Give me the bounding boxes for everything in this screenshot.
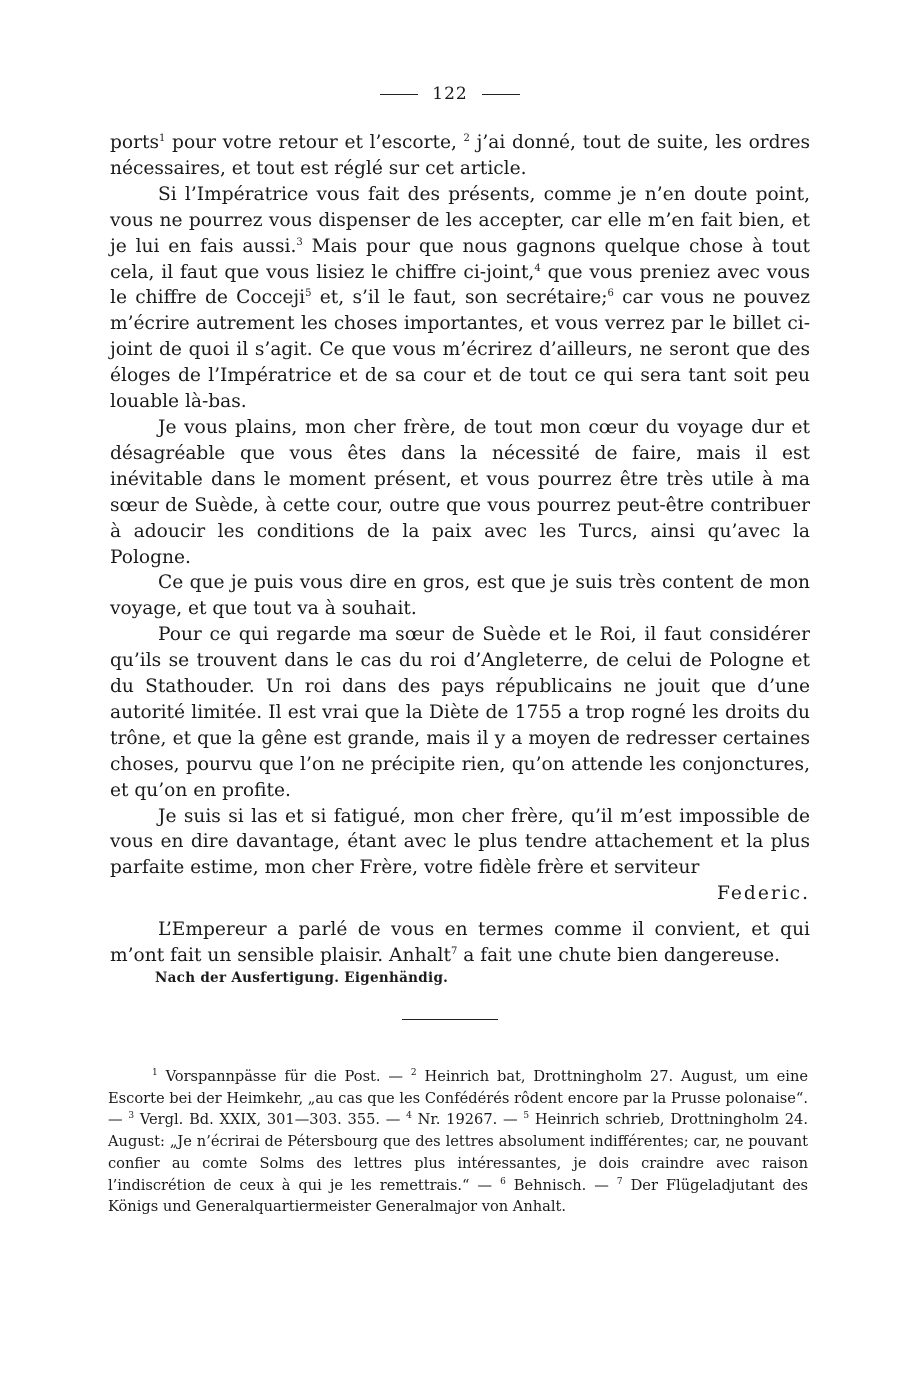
footnote-ref-7: 7 xyxy=(450,946,458,958)
footnotes xyxy=(108,1066,808,1218)
footnote-divider xyxy=(402,1019,498,1020)
paragraph-3: Je vous plains, mon cher frère, de tout mon cœur du voyage dur et désagréable que vous êtes dans la nécessité de faire, mais il est inévitable dans le moment présent, et vous pourrez être très utile à ma sœur de Suède, à cette cour, outre que vous pourrez peut-être contribuer à adoucir les conditions de la paix avec les Turcs, ainsi qu’avec la Pologne. xyxy=(110,416,810,568)
footnote-marker-7: 7 xyxy=(616,1176,623,1187)
paragraph-postscript: L’Empereur a parlé de vous en termes comme il convient, et qui m’ont fait un sensible plaisir. Anhalt$^7$ a fait une chute bien dangereuse. xyxy=(110,919,810,967)
footnote-ref-2: 2 xyxy=(463,133,470,144)
page-header xyxy=(0,84,900,104)
footnote-marker-1: 1 xyxy=(152,1068,158,1078)
footnote-ref-3: 3 xyxy=(296,236,303,248)
paragraph-5: Pour ce qui regarde ma sœur de Suède et le Roi, il faut considérer qu’ils se trouvent dans le cas du roi d’Angleterre, de celui de Pologne et du Stathouder. Un roi dans des pays républicains ne jouit que d’une autorité limitée. Il est vrai que la Diète de 1755 a trop rogné les droits du trône, et que la gêne est grande, mais il y a moyen de redresser certaines choses, pourvu que l’on ne précipite rien, qu’on attende les conjonctures, et qu’on en profite. xyxy=(110,624,810,801)
page-number: 122 xyxy=(432,84,468,104)
header-rule-right xyxy=(482,94,520,95)
header-rule-left xyxy=(380,94,418,95)
footnote-block: $^1$ Vorspannpässe für die Post. — $^2$ Heinrich bat, Drottningholm 27. August, um eine Escorte bei der Heimkehr, „au cas que les Confédérés rôdent encore par la Prusse polonaise“. — $^3$ Vergl. Bd. XXIX, 301—303. 355. — $^4$ Nr. 19267. — $^5$ Heinrich schrieb, Drottningholm 24. August: „Je n’écrirai de Pétersbourg que des lettres absolument indifférentes; car, ne pouvant confier au comte Solms des lettres plus intéressantes, je dois craindre avec raison l’indiscrétion de ceux à qui je les remettrais.“ — $^6$ Behnisch. — $^7$ Der Flügeladjutant des Königs und Generalquartiermeister Generalmajor von Anhalt. xyxy=(108,1068,808,1216)
footnote-marker-4: 4 xyxy=(406,1111,412,1122)
paragraph-1: ports$^1$ pour votre retour et l’escorte, $^2$ j’ai donné, tout de suite, les ordres nécessaires, et tout est réglé sur cet article. xyxy=(110,132,810,179)
footnote-ref-1: 1 xyxy=(159,133,166,144)
footnote-ref-5: 5 xyxy=(305,288,312,300)
footnote-ref-4: 4 xyxy=(534,262,541,274)
paragraph-6: Je suis si las et si fatigué, mon cher frère, qu’il m’est impossible de vous en dire davantage, étant avec le plus tendre attachement et la plus parfaite estime, mon cher Frère, votre fidèle frère et serviteur xyxy=(110,805,810,879)
paragraph-2: Si l’Impératrice vous fait des présents, comme je n’en doute point, vous ne pourrez vous dispenser de les accepter, car elle m’en fait bien, et je lui en fais aussi.$^3$ Mais pour que nous gagnons quelque chose à tout cela, il faut que vous lisiez le chiffre ci-joint,$^4$ que vous preniez avec vous le chiffre de Cocceji$^5$ et, s’il le faut, son secrétaire;$^6$ car vous ne pouvez m’écrire autrement les choses importantes, et vous verrez par le billet ci-joint de quoi il s’agit. Ce que vous m’écrirez d’ailleurs, ne seront que des éloges de l’Impératrice et de sa cour et de tout ce qui sera tant soit peu louable là-bas. xyxy=(110,183,811,413)
footnote-marker-3: 3 xyxy=(128,1111,135,1122)
paragraph-4: Ce que je puis vous dire en gros, est que je suis très content de mon voyage, et que tout va à souhait. xyxy=(110,572,810,620)
signature: Federic. xyxy=(717,883,810,905)
footnote-marker-2: 2 xyxy=(410,1068,417,1078)
footnote-marker-6: 6 xyxy=(500,1176,506,1187)
footnote-ref-6: 6 xyxy=(607,288,614,300)
source-note: Nach der Ausfertigung. Eigenhändig. xyxy=(155,970,449,986)
footnote-marker-5: 5 xyxy=(523,1111,530,1122)
letter-body xyxy=(110,130,810,969)
